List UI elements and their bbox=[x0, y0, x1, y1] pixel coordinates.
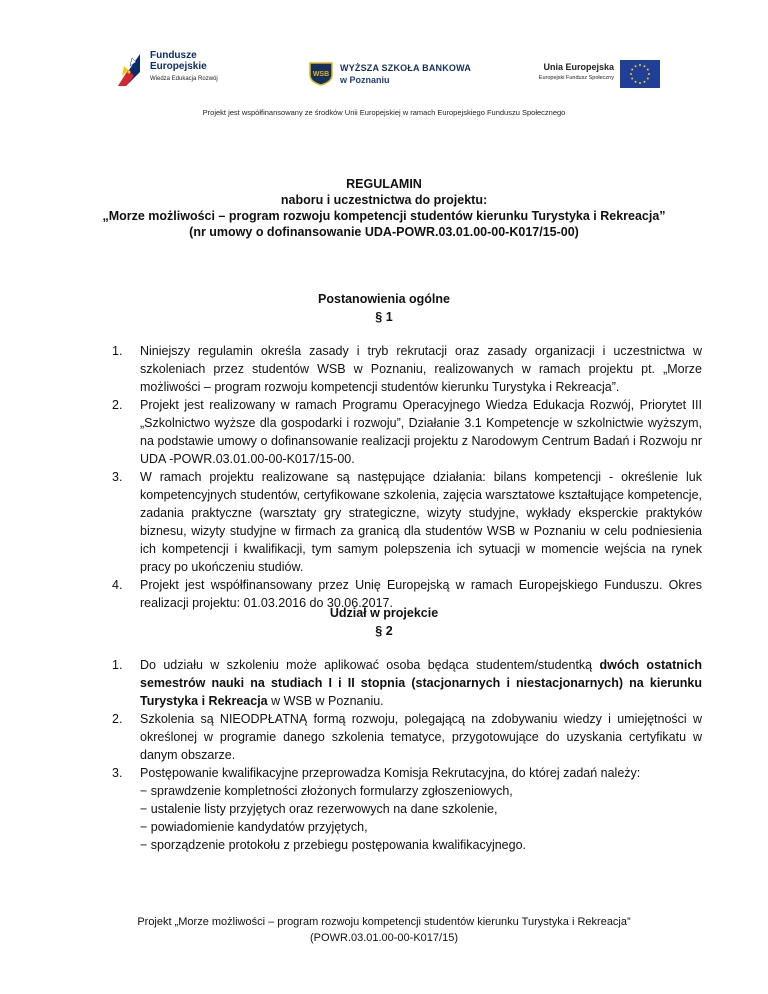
wsb-logo-line1: WYŻSZA SZKOŁA BANKOWA bbox=[340, 63, 472, 73]
title-line2: naboru i uczestnictwa do projektu: bbox=[280, 193, 488, 207]
page-footer bbox=[0, 914, 768, 946]
list-item bbox=[112, 342, 702, 396]
list-item-bold-text: dwóch ostatnich semestrów nauki na studiach I i II stopnia (stacjonarnych i niestacjonarnych) na kierunku Turystyka i Rekreacja bbox=[140, 658, 702, 708]
wsb-badge-text: WSB bbox=[312, 71, 330, 78]
sublist-item: − sporządzenie protokołu z przebiegu postępowania kwalifikacyjnego. bbox=[140, 836, 702, 854]
eu-flag-icon bbox=[620, 60, 660, 88]
section1-paragraph: § 1 bbox=[375, 310, 393, 324]
title-line1: REGULAMIN bbox=[346, 177, 422, 191]
list-item-number: 2. bbox=[112, 712, 123, 726]
sublist-item: − ustalenie listy przyjętych oraz rezerwowych na dane szkolenie, bbox=[140, 800, 702, 818]
section2-title: Udział w projekcie bbox=[329, 606, 439, 620]
list-item-text-end: w WSB w Poznaniu. bbox=[267, 694, 384, 708]
eu-logo-line1: Unia Europejska bbox=[543, 62, 614, 72]
title-line4: (nr umowy o dofinansowanie UDA-POWR.03.01.00-00-K017/15-00) bbox=[189, 225, 579, 239]
fe-flag-icon bbox=[114, 52, 144, 90]
committee-tasks-list bbox=[140, 782, 702, 854]
list-item bbox=[112, 396, 702, 468]
list-item-number: 2. bbox=[112, 398, 123, 412]
list-item-number: 3. bbox=[112, 766, 123, 780]
section1-heading bbox=[0, 290, 768, 326]
fe-logo-line1: Fundusze bbox=[150, 50, 197, 61]
footer-line1: Projekt „Morze możliwości – program rozwoju kompetencji studentów kierunku Turystyka i Rekreacja” bbox=[137, 916, 631, 928]
list-item-text: Niniejszy regulamin określa zasady i tryb rekrutacji oraz zasady organizacji i uczestnictwa w szkoleniach przez studentów WSB w Poznaniu, realizowanych w ramach projektu pt. „Morze możliwości – program rozwoju kompetencji studentów kierunku Turystyka i Rekreacja”. bbox=[140, 344, 702, 394]
section1-title: Postanowienia ogólne bbox=[318, 292, 450, 306]
sublist-item: − sprawdzenie kompletności złożonych formularzy zgłoszeniowych, bbox=[140, 782, 702, 800]
section2-paragraph: § 2 bbox=[375, 624, 393, 638]
section2-list bbox=[112, 656, 702, 854]
list-item-text: W ramach projektu realizowane są następujące działania: bilans kompetencji - określenie luk kompetencyjnych studentów, certyfikowane szkolenia, zajęcia warsztatowe kształtujące kompetencje, zadania praktyczne (warsztaty gry strategiczne, wizyty studyjne, wykłady eksperckie praktyków biznesu, wizyty studyjne w firmach za granicą dla studentów WSB w Poznaniu w celu podniesienia ich kompetencji i kwalifikacji, tym samym polepszenia ich sytuacji w momencie wejścia na rynek pracy po ukończeniu studiów. bbox=[140, 470, 702, 574]
list-item-text: Do udziału w szkoleniu może aplikować osoba będąca studentem/studentką bbox=[140, 658, 600, 672]
list-item bbox=[112, 468, 702, 576]
list-item-number: 1. bbox=[112, 658, 123, 672]
list-item bbox=[112, 656, 702, 710]
section2-heading bbox=[0, 604, 768, 640]
list-item-number: 3. bbox=[112, 470, 123, 484]
wsb-logo bbox=[308, 56, 488, 92]
header-logos bbox=[0, 50, 768, 96]
list-item bbox=[112, 710, 702, 764]
document-title bbox=[0, 176, 768, 240]
unia-europejska-logo bbox=[520, 56, 660, 92]
fundusze-europejskie-logo bbox=[114, 50, 274, 94]
list-item-number: 1. bbox=[112, 344, 123, 358]
list-item-number: 4. bbox=[112, 578, 123, 592]
wsb-logo-line2: w Poznaniu bbox=[340, 75, 390, 85]
wsb-shield-icon bbox=[308, 60, 334, 86]
eu-logo-line2: Europejski Fundusz Społeczny bbox=[538, 75, 614, 81]
cofinance-note: Projekt jest współfinansowany ze środków Unii Europejskiej w ramach Europejskiego Funduszu Społecznego bbox=[202, 108, 566, 117]
list-item-text: Szkolenia są NIEODPŁATNĄ formą rozwoju, polegającą na zdobywaniu wiedzy i umiejętności w określonej w programie danego szkolenia tematyce, przygotowujące do uzyskania certyfikatu w danym obszarze. bbox=[140, 712, 702, 762]
section1-list bbox=[112, 342, 702, 612]
title-line3: „Morze możliwości – program rozwoju kompetencji studentów kierunku Turystyka i Rekreacja” bbox=[102, 209, 666, 223]
list-item bbox=[112, 764, 702, 854]
fe-logo-line2: Europejskie bbox=[150, 61, 207, 72]
fe-logo-line3: Wiedza Edukacja Rozwój bbox=[150, 76, 218, 82]
sublist-item: − powiadomienie kandydatów przyjętych, bbox=[140, 818, 702, 836]
list-item-text: Postępowanie kwalifikacyjne przeprowadza Komisja Rekrutacyjna, do której zadań należy: bbox=[140, 766, 641, 780]
list-item-text: Projekt jest współfinansowany przez Unię Europejską w ramach Europejskiego Funduszu. Okres realizacji projektu: 01.03.2016 do 30.06.2017. bbox=[140, 578, 702, 610]
footer-line2: (POWR.03.01.00-00-K017/15) bbox=[310, 932, 458, 944]
list-item-text: Projekt jest realizowany w ramach Programu Operacyjnego Wiedza Edukacja Rozwój, Priorytet III „Szkolnictwo wyższe dla gospodarki i rozwoju”, Działanie 3.1 Kompetencje w szkolnictwie wyższym, na podstawie umowy o dofinansowanie realizacji projektu z Narodowym Centrum Badań i Rozwoju nr UDA -POWR.03.01.00-00-K017/15-00. bbox=[140, 398, 702, 466]
